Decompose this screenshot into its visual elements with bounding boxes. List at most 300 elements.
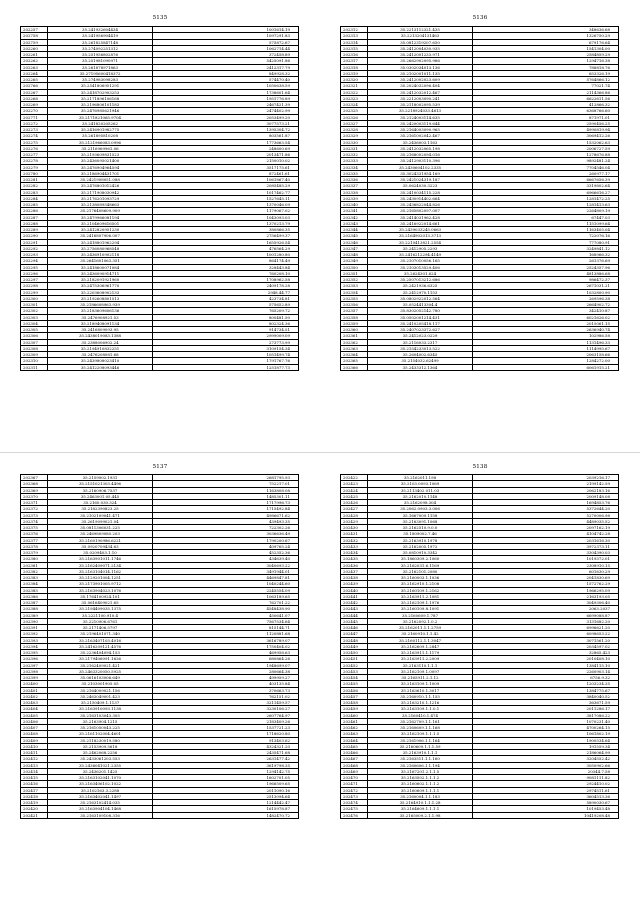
value-cell: 2999009.09 [266, 333, 290, 339]
coordinate-cell: 35.2162910.1.2108 [368, 581, 473, 586]
value-cell: 3230106.27 [266, 706, 290, 712]
value-cell: 2010408.10 [586, 656, 610, 662]
coordinate-cell: 35.2416809093.95 [48, 327, 153, 332]
coordinate-cell: 35.2154233013.522 [368, 346, 473, 351]
coordinate-cell: 35.2412820951230 [48, 227, 153, 232]
row-id-cell: 202306 [21, 333, 48, 338]
value-cell: 4813886.68 [586, 270, 610, 276]
value-cell: 2467421.39 [266, 102, 290, 107]
value-cell: 1791767.76 [266, 358, 290, 364]
value-cell: 1062714.44 [266, 45, 290, 51]
coordinate-cell: 35.2173901005.9712 [48, 581, 153, 586]
row-id-cell: 202403 [21, 700, 48, 705]
coordinate-cell: 35.2186904431701 [48, 171, 153, 176]
row-id-cell: 202305 [21, 327, 48, 332]
row-id-cell: 202300 [21, 296, 48, 301]
value-cell: 4990819.94 [586, 127, 610, 132]
row-id-cell: 202465 [341, 744, 368, 749]
coordinate-cell: 35.2103001905.05 [48, 681, 153, 686]
coordinate-cell: 35.2163904104.1468 [48, 806, 153, 811]
coordinate-cell: 35.2210413821.2554 [368, 240, 473, 245]
value-cell: 412866.32 [588, 102, 610, 107]
value-cell: 2063.2037 [588, 606, 610, 612]
row-id-cell: 202394 [21, 644, 48, 649]
page-number: 5138 [472, 464, 488, 470]
value-cell: 2948.44.77 [267, 289, 290, 295]
coordinate-cell: 35.2192608801513 [48, 296, 153, 301]
coordinate-cell: 35.2160910.1.1.42 [368, 631, 473, 636]
row-id-cell: 202257 [21, 27, 48, 32]
value-cell: 574470.40 [268, 77, 290, 82]
row-id-cell: 202301 [21, 302, 48, 307]
coordinate-cell: 35.2418801962294 [48, 240, 153, 245]
value-cell: 1541304.00 [586, 45, 610, 51]
row-id-cell: 202334 [341, 165, 368, 170]
value-cell: 191559.34 [588, 743, 610, 749]
row-id-cell: 202278 [21, 158, 48, 163]
coordinate-cell: 35.2162098.304 [368, 500, 473, 505]
row-id-cell: 202441 [341, 594, 368, 599]
coordinate-cell: 35.2469809080.203 [48, 531, 153, 536]
row-id-cell: 202476 [341, 813, 368, 818]
row-id-cell: 202292 [21, 246, 48, 251]
coordinate-cell: 35.2160609.1.1.1.59 [368, 744, 473, 749]
row-id-cell: 202436 [341, 563, 368, 568]
value-cell: 4489035.52 [586, 518, 610, 524]
row-id-cell: 202302 [21, 308, 48, 313]
row-id-cell: 202378 [21, 544, 48, 549]
row-id-cell: 202433 [341, 544, 368, 549]
value-cell: 1214442.47 [266, 800, 290, 805]
row-id-cell: 202298 [21, 283, 48, 288]
row-id-cell: 202281 [21, 177, 48, 182]
coordinate-cell: 35.2475306961770 [48, 283, 153, 288]
row-id-cell: 202297 [21, 277, 48, 282]
coordinate-cell: 35.2163911.1.1179 [368, 650, 473, 655]
row-id-cell: 202326 [341, 115, 368, 120]
value-cell: 913403.62 [268, 737, 290, 743]
value-cell: 2013471.86 [266, 152, 290, 157]
coordinate-cell: 35.2462068.2256 [48, 750, 153, 755]
coordinate-cell: 35.0624030.3223 [368, 183, 473, 188]
coordinate-cell: 35.2160112.1.1.3047 [368, 638, 473, 643]
value-cell: 380866.35 [268, 227, 290, 232]
row-id-cell: 202375 [21, 525, 48, 530]
row-id-cell: 202399 [21, 675, 48, 680]
coordinate-cell: 35.2410034115.228 [368, 190, 473, 195]
row-id-cell: 202344 [341, 227, 368, 232]
coordinate-cell: 35.2162005.1972 [368, 544, 473, 549]
coordinate-cell: 35.2164009021.156 [48, 688, 153, 693]
coordinate-cell: 35.261895810208 [48, 133, 153, 138]
row-id-cell: 202434 [341, 550, 368, 555]
row-id-cell: 202263 [21, 65, 48, 70]
coordinate-cell: 35.2436910902118 [48, 252, 153, 257]
value-cell: 2924410.02 [586, 781, 610, 787]
row-id-cell: 202376 [21, 531, 48, 536]
value-cell: 575652.89 [268, 302, 290, 307]
coordinate-cell: 35.2176201093729 [48, 196, 153, 201]
coordinate-cell: 35.2160606.1.1.194 [368, 763, 473, 768]
row-id-cell: 202428 [341, 513, 368, 518]
value-cell: 4700264.15 [586, 725, 610, 730]
coordinate-cell: 35.2160004.1.1.183 [368, 794, 473, 799]
value-cell: 3069412.26 [586, 133, 610, 139]
row-id-cell: 202438 [341, 575, 368, 580]
row-id-cell: 202458 [341, 700, 368, 705]
value-cell: 1179067.02 [266, 208, 290, 214]
value-cell: 6756.9.32 [590, 675, 610, 680]
row-id-cell: 202319 [341, 71, 368, 76]
coordinate-cell: 35.2163109.1.1.0.1 [368, 706, 473, 711]
coordinate-cell: 35.2163502.1.1.1.2 [368, 775, 473, 780]
value-cell: 32865.423 [588, 650, 610, 655]
value-cell: 802324.36 [268, 320, 290, 326]
coordinate-cell: 35.2463049001.423 [48, 694, 153, 699]
row-id-cell: 202452 [341, 663, 368, 668]
row-id-cell: 202460 [341, 713, 368, 718]
value-cell: 4324321.20 [266, 743, 290, 749]
coordinate-cell: 35.241932604434 [48, 27, 153, 32]
value-cell: 7704546.04 [586, 164, 610, 170]
row-id-cell: 202416 [21, 781, 48, 786]
value-cell: 1615978.87 [266, 806, 290, 812]
value-cell: 1948699.07 [266, 662, 290, 668]
value-cell: 1370213.79 [266, 220, 290, 226]
row-id-cell: 202430 [341, 525, 368, 530]
value-cell: 1966509.65 [266, 781, 290, 787]
row-id-cell: 202449 [341, 644, 368, 649]
row-id-cell: 202303 [21, 315, 48, 320]
row-id-cell: 202448 [341, 638, 368, 643]
row-id-cell: 202381 [21, 563, 48, 568]
value-cell: 3211459.57 [266, 700, 290, 705]
row-id-cell: 202771 [21, 115, 48, 120]
coordinate-cell: 35.2476904964594 [48, 165, 153, 170]
row-id-cell: 202329 [341, 133, 368, 138]
coordinate-cell: 35.2193609831523 [48, 152, 153, 157]
value-cell: 2264809.19 [586, 208, 610, 214]
value-cell: 1482470.72 [266, 812, 290, 818]
value-cell: 1966295.09 [586, 587, 610, 593]
value-cell: 2664902.72 [586, 302, 610, 307]
coordinate-cell: 35.2118230019.580 [48, 738, 153, 743]
coordinate-cell: 35.2164902013.3713 [368, 233, 473, 238]
coordinate-cell: 35.2162109.1.1976 [368, 600, 473, 605]
row-id-cell: 202759 [21, 40, 48, 45]
coordinate-cell: 35.2541806951291 [48, 83, 153, 88]
coordinate-cell: 35.261878971863 [48, 65, 153, 70]
value-cell: 872461.61 [268, 170, 290, 176]
row-id-cell: 202389 [21, 613, 48, 618]
coordinate-cell: 35.2113402.011.03 [368, 488, 473, 493]
value-cell: 752217.01 [268, 481, 290, 487]
value-cell: 760208.10 [268, 270, 290, 276]
coordinate-cell: 35.2194409035.1375 [48, 606, 153, 611]
row-id-cell: 202264 [21, 71, 48, 76]
row-id-cell: 202349 [341, 258, 368, 263]
value-cell: 815144.71 [268, 625, 290, 630]
row-id-cell: 202437 [341, 569, 368, 574]
value-cell: 2474402.99 [266, 108, 290, 114]
coordinate-cell: 35.2213204131463 [368, 33, 473, 38]
row-id-cell: 202385 [21, 588, 48, 593]
row-id-cell: 202284 [21, 196, 48, 201]
row-id-cell: 202269 [21, 102, 48, 107]
value-cell: 2435471.68 [266, 750, 290, 755]
row-id-cell: 202357 [341, 308, 368, 313]
value-cell: 9081111.82 [586, 775, 610, 780]
value-cell: 3304390.03 [586, 550, 610, 555]
value-cell: 2636940.74 [586, 327, 610, 332]
value-cell: 1384775.67 [586, 687, 610, 693]
coordinate-cell: 35.0920709434.63 [48, 544, 153, 549]
row-id-cell: 202347 [341, 246, 368, 251]
row-id-cell: 202464 [341, 738, 368, 743]
value-cell: 2607764.97 [266, 712, 290, 718]
row-id-cell: 202456 [341, 688, 368, 693]
row-id-cell: 202315 [341, 46, 368, 51]
row-id-cell: 202272 [21, 121, 48, 126]
value-cell: 1773663.54 [266, 139, 290, 145]
coordinate-cell: 35.2116033.2317 [368, 340, 473, 345]
row-id-cell: 202316 [341, 52, 368, 57]
row-id-cell: 202325 [341, 108, 368, 113]
coordinate-cell: 35.2164910.1.1.1.28 [368, 800, 473, 805]
row-id-cell: 202365 [341, 358, 368, 363]
coordinate-cell: 35.2107010056.165 [368, 258, 473, 263]
value-cell: 2114366.86 [586, 89, 610, 95]
row-id-cell: 202402 [21, 694, 48, 699]
page-panel [0, 0, 320, 452]
value-cell: 1040244.60 [266, 581, 290, 587]
coordinate-cell: 35.2163911.2.1081 [368, 594, 473, 599]
value-cell: 269596.38 [588, 295, 610, 301]
row-id-cell: 202391 [21, 625, 48, 630]
value-cell: 1694853.76 [586, 500, 610, 505]
row-id-cell: 202358 [341, 315, 368, 320]
value-cell: 722076.16 [588, 233, 610, 239]
value-cell: 6098653.22 [586, 631, 610, 637]
row-id-cell: 202387 [21, 600, 48, 605]
row-id-cell: 202262 [21, 58, 48, 63]
row-id-cell: 202417 [21, 788, 48, 793]
row-id-cell: 202353 [341, 283, 368, 288]
row-id-cell: 202766 [21, 83, 48, 88]
row-id-cell: 202288 [21, 221, 48, 226]
coordinate-cell: 35.2182091921960 [48, 277, 153, 282]
row-id-cell: 202327 [341, 121, 368, 126]
value-cell: 1001280.80 [266, 252, 290, 257]
coordinate-cell: 35.1860309.2.1060 [368, 556, 473, 561]
row-id-cell: 202379 [21, 550, 48, 555]
coordinate-cell: 35.2433312.1364 [368, 365, 473, 370]
coordinate-cell: 35.2412002023.609 [368, 77, 473, 82]
coordinate-cell: 35.2421936.6325 [368, 283, 473, 288]
coordinate-cell: 35.2163102041.1070 [48, 775, 153, 780]
coordinate-cell: 35.2163911.2.2009 [368, 656, 473, 661]
value-cell: 1163405.04 [586, 227, 610, 232]
coordinate-cell: 35.2150409.1.1137 [48, 700, 153, 705]
value-cell: 1655926.54 [266, 239, 290, 245]
row-id-cell: 202405 [21, 713, 48, 718]
value-cell: 1750404.02 [266, 643, 290, 649]
value-cell: 6622611.56 [586, 95, 610, 101]
row-id-cell: 202414 [21, 769, 48, 774]
row-id-cell: 202442 [341, 600, 368, 605]
coordinate-cell: 35.1667009.1158 [368, 513, 473, 518]
coordinate-cell: 35.2163511.1.1.160 [368, 756, 473, 761]
coordinate-cell: 35.2161050043.225 [48, 725, 153, 730]
coordinate-cell: 35.0811306031.225 [48, 525, 153, 530]
value-cell: 273773.99 [268, 339, 290, 345]
coordinate-cell: 35.2103013529.406 [368, 265, 473, 270]
row-id-cell: 202463 [341, 731, 368, 736]
coordinate-cell: 35.2102001011.135 [368, 71, 473, 76]
value-cell: 372458.89 [268, 52, 290, 57]
coordinate-cell: 35.2163110.1.1.1 [368, 663, 473, 668]
value-cell: 280664.38 [268, 668, 290, 674]
row-id-cell: 202308 [21, 346, 48, 351]
coordinate-cell: 35.2476801012426 [48, 183, 153, 188]
row-id-cell: 202285 [21, 202, 48, 207]
row-id-cell: 202473 [341, 794, 368, 799]
value-cell: 3249841.12 [586, 245, 610, 251]
row-id-cell: 202475 [341, 806, 368, 811]
coordinate-cell: 35.0302034013.136 [368, 65, 473, 70]
coordinate-cell: 35.2412032065.198 [368, 146, 473, 151]
value-cell: 2199142.59 [586, 481, 610, 487]
value-cell: 1001614.19 [266, 27, 290, 32]
data-table [20, 26, 299, 371]
row-id-cell: 202474 [341, 800, 368, 805]
coordinate-cell: 35.2203608902133 [48, 290, 153, 295]
value-cell: 9892481.24 [586, 158, 610, 164]
coordinate-cell: 35.2138089548663 [48, 202, 153, 207]
row-id-cell: 202267 [21, 90, 48, 95]
row-id-cell: 202447 [341, 631, 368, 636]
value-cell: 2412317.79 [266, 64, 290, 70]
value-cell: 1278676.88 [586, 152, 610, 157]
row-id-cell: 202446 [341, 625, 368, 630]
row-id-cell: 202470 [341, 775, 368, 780]
row-id-cell: 202304 [21, 321, 48, 326]
row-id-cell: 202322 [341, 90, 368, 95]
coordinate-cell: 35.1809002.7.46 [368, 531, 473, 536]
value-cell: 6699088.87 [586, 612, 610, 618]
value-cell: 4469847.81 [266, 575, 290, 580]
coordinate-cell: 35.3024331954.169 [368, 171, 473, 176]
value-cell: 1294142.75 [266, 768, 290, 774]
row-id-cell: 202368 [21, 481, 48, 486]
value-cell: 800481.50 [268, 314, 290, 320]
page-number: 5136 [472, 15, 488, 21]
row-id-cell: 202277 [21, 152, 48, 157]
value-cell: 3840040.52 [586, 693, 610, 699]
row-id-cell: 202362 [341, 340, 368, 345]
value-cell: 1032800.90 [586, 289, 610, 295]
value-cell: 1527645.11 [266, 195, 290, 201]
data-table [340, 26, 619, 371]
value-cell: 2260903.14 [586, 668, 610, 674]
coordinate-cell: 35.2160003.1.1036 [368, 575, 473, 580]
coordinate-cell: 35.2412001233.971 [368, 52, 473, 57]
row-id-cell: 202392 [21, 631, 48, 636]
coordinate-cell: 35.2163406102.1022 [48, 781, 153, 786]
row-id-cell: 202372 [21, 506, 48, 511]
value-cell: 849928.32 [268, 70, 290, 76]
coordinate-cell: 35.2062.0903.3.006 [368, 506, 473, 511]
value-cell: 2015061.15 [586, 320, 610, 326]
coordinate-cell: 35.2641601063.351 [48, 258, 153, 263]
row-id-cell: 202371 [21, 500, 48, 505]
value-cell: 1131496.33 [586, 339, 610, 345]
data-table [20, 474, 299, 819]
value-cell: 5425091.86 [266, 58, 290, 64]
row-id-cell: 202455 [341, 681, 368, 686]
row-id-cell: 202356 [341, 302, 368, 307]
value-cell: 77021.74 [591, 83, 610, 89]
row-id-cell: 202294 [21, 258, 48, 263]
value-cell: 1717996.73 [266, 500, 290, 505]
coordinate-cell: 35.2171908030942 [48, 190, 153, 195]
row-id-cell: 202359 [341, 321, 368, 326]
data-table [340, 474, 619, 819]
coordinate-cell: 35.0502001214.431 [368, 315, 473, 320]
value-cell: 102986.58 [588, 333, 610, 339]
value-cell: 20344.7.58 [587, 768, 610, 774]
coordinate-cell: 35.2165802097.007 [368, 208, 473, 213]
coordinate-cell: 35.2163910.1.1.1 [368, 750, 473, 755]
value-cell: 2584859.29 [586, 52, 610, 57]
coordinate-cell: 35.274092251312 [48, 46, 153, 51]
row-id-cell: 202286 [21, 208, 48, 213]
row-id-cell: 202461 [341, 719, 368, 724]
coordinate-cell: 35.2124003114.635 [368, 115, 473, 120]
row-id-cell: 202374 [21, 519, 48, 524]
coordinate-cell: 35.2212003090.241 [368, 96, 473, 101]
value-cell: 2031616.30 [586, 537, 610, 543]
value-cell: 2039216.17 [586, 475, 610, 480]
row-id-cell: 202270 [21, 108, 48, 113]
value-cell: 2671031.21 [586, 283, 610, 289]
coordinate-cell: 35.2163402041.1497 [48, 794, 153, 799]
value-cell: 2062183.16 [586, 487, 610, 493]
row-id-cell: 202450 [341, 650, 368, 655]
coordinate-cell: 35.2160109.1.2162 [368, 588, 473, 593]
value-cell: 1070231.40 [586, 718, 610, 724]
coordinate-cell: 35.2416901982775 [48, 127, 153, 132]
coordinate-cell: 35.2196806101183 [48, 102, 153, 107]
value-cell: 1251877.73 [266, 364, 290, 370]
row-id-cell: 202377 [21, 538, 48, 543]
row-id-cell: 202466 [341, 750, 368, 755]
coordinate-cell: 35.0810910.3342 [368, 550, 473, 555]
coordinate-cell: 35.241956904419 [48, 33, 153, 38]
coordinate-cell: 35.2182390823.25 [48, 506, 153, 511]
value-cell: 1281472.25 [586, 195, 610, 201]
value-cell: 6966616.27 [586, 189, 610, 195]
value-cell: 680864.26 [268, 656, 290, 662]
coordinate-cell: 35.2162109.1.0097 [368, 669, 473, 674]
row-id-cell: 202423 [341, 481, 368, 486]
coordinate-cell: 35.2436201.1425 [48, 769, 153, 774]
coordinate-cell: 35.2024032096.404 [368, 83, 473, 88]
row-id-cell: 202431 [341, 531, 368, 536]
coordinate-cell: 35.2476985621946 [48, 108, 153, 113]
value-cell: 1572762.29 [586, 581, 610, 587]
row-id-cell: 202439 [341, 581, 368, 586]
